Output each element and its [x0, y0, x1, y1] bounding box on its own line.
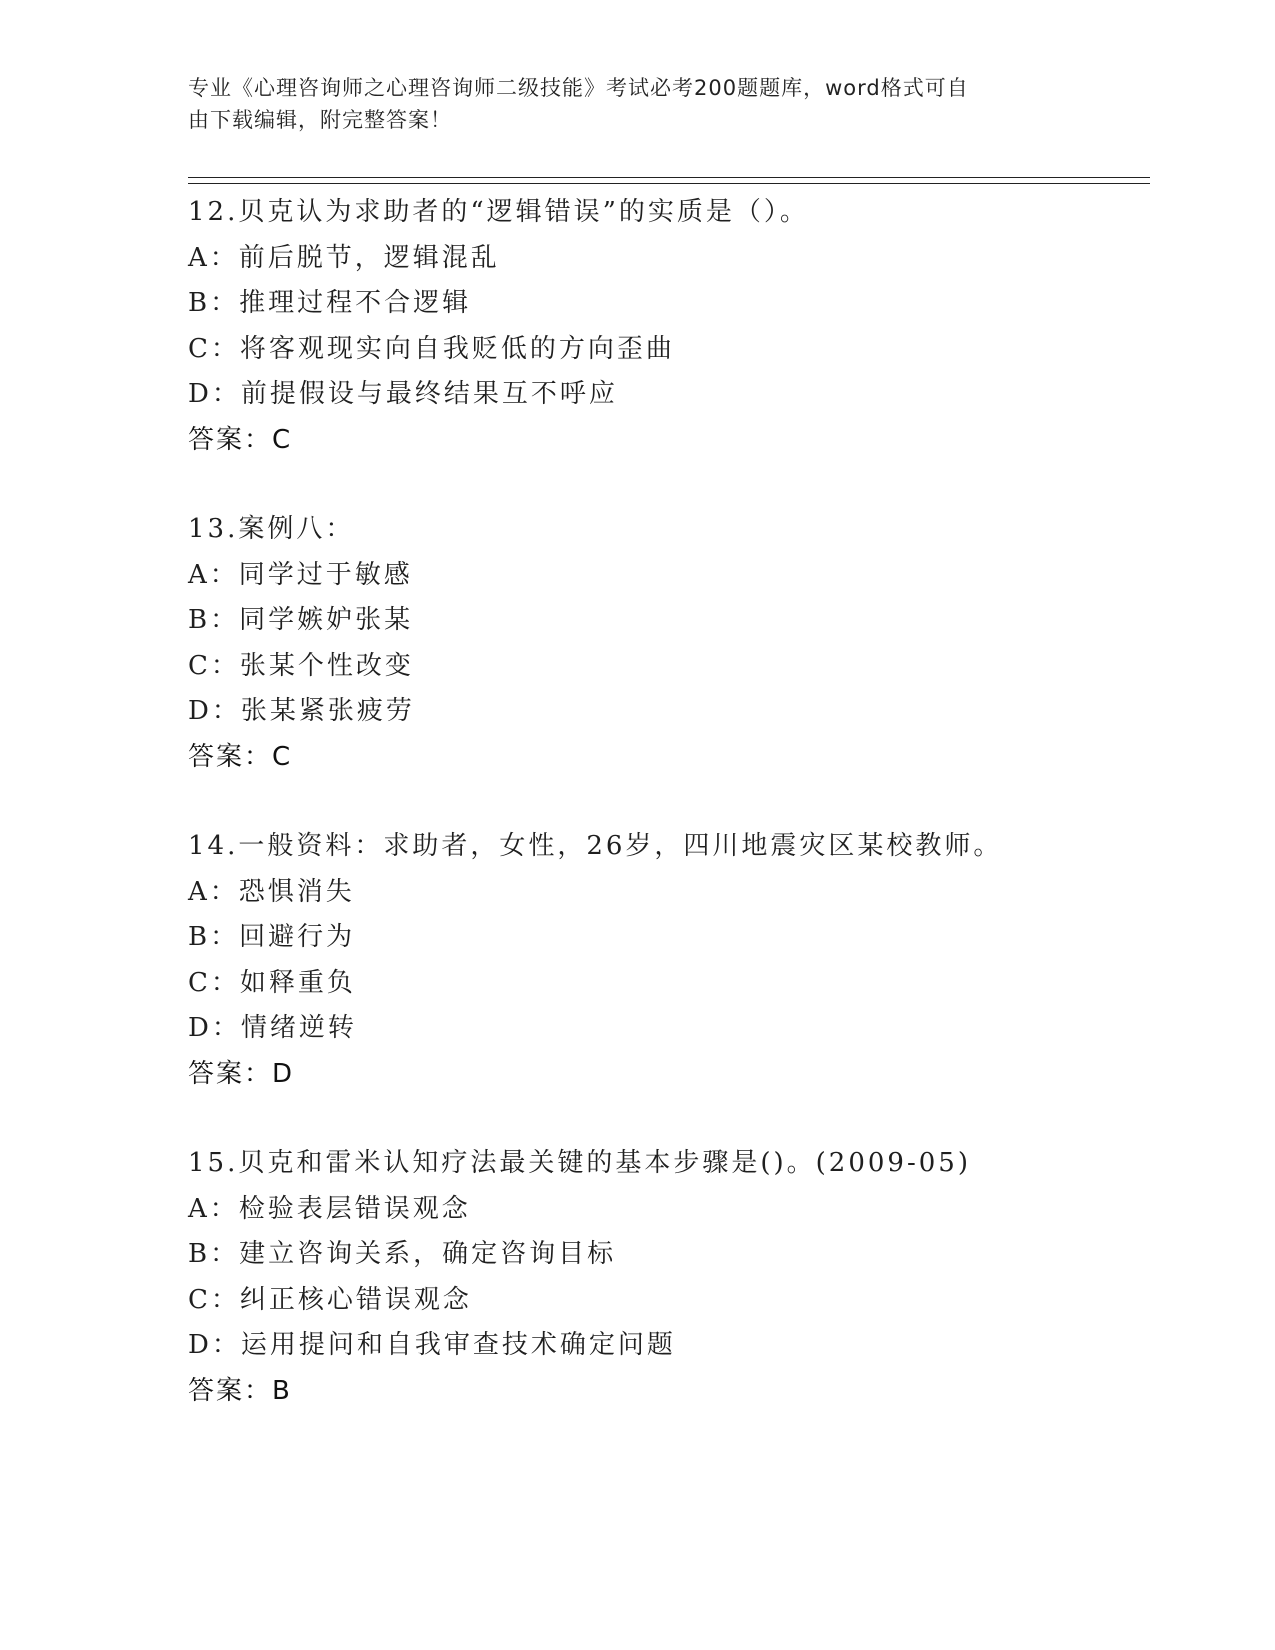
question-12 [188, 190, 1148, 463]
answer-line: 答案：B [188, 1375, 292, 1406]
answer-line: 答案：C [188, 424, 293, 455]
option-b: B：建立咨询关系，确定咨询目标 [188, 1239, 617, 1269]
answer-line: 答案：D [188, 1058, 295, 1089]
option-c: C：纠正核心错误观念 [188, 1284, 472, 1315]
question-stem: 13.案例八： [188, 514, 355, 544]
option-b: B：推理过程不合逻辑 [188, 288, 472, 318]
header-line-2: 由下载编辑，附完整答案！ [188, 108, 452, 132]
question-14 [188, 824, 1148, 1097]
question-stem: 12.贝克认为求助者的“逻辑错误”的实质是（）。 [188, 197, 809, 227]
option-c: C：将客观现实向自我贬低的方向歪曲 [188, 333, 675, 364]
option-d: D：前提假设与最终结果互不呼应 [188, 379, 618, 409]
option-a: A：同学过于敏感 [188, 559, 413, 590]
option-b: B：同学嫉妒张某 [188, 605, 414, 635]
option-b: B：回避行为 [188, 922, 356, 952]
option-a: A：前后脱节，逻辑混乱 [188, 242, 500, 273]
header-line-1: 专业《心理咨询师之心理咨询师二级技能》考试必考200题题库，word格式可自 [188, 76, 969, 100]
header-divider-bottom [188, 183, 1150, 184]
option-a: A：恐惧消失 [188, 876, 355, 907]
header-divider-top [188, 177, 1150, 178]
question-stem: 14.一般资料：求助者，女性，26岁，四川地震灾区某校教师。 [188, 831, 1003, 861]
question-13 [188, 507, 1148, 780]
document-header [188, 72, 1088, 136]
option-c: C：张某个性改变 [188, 650, 414, 681]
answer-line: 答案：C [188, 741, 293, 772]
option-d: D：张某紧张疲劳 [188, 696, 415, 726]
question-stem: 15.贝克和雷米认知疗法最关键的基本步骤是()。(2009-05) [188, 1148, 971, 1178]
question-15 [188, 1141, 1148, 1414]
option-d: D：运用提问和自我审查技术确定问题 [188, 1330, 676, 1360]
question-list [188, 190, 1148, 1414]
option-d: D：情绪逆转 [188, 1013, 357, 1043]
option-a: A：检验表层错误观念 [188, 1193, 471, 1224]
option-c: C：如释重负 [188, 967, 356, 998]
